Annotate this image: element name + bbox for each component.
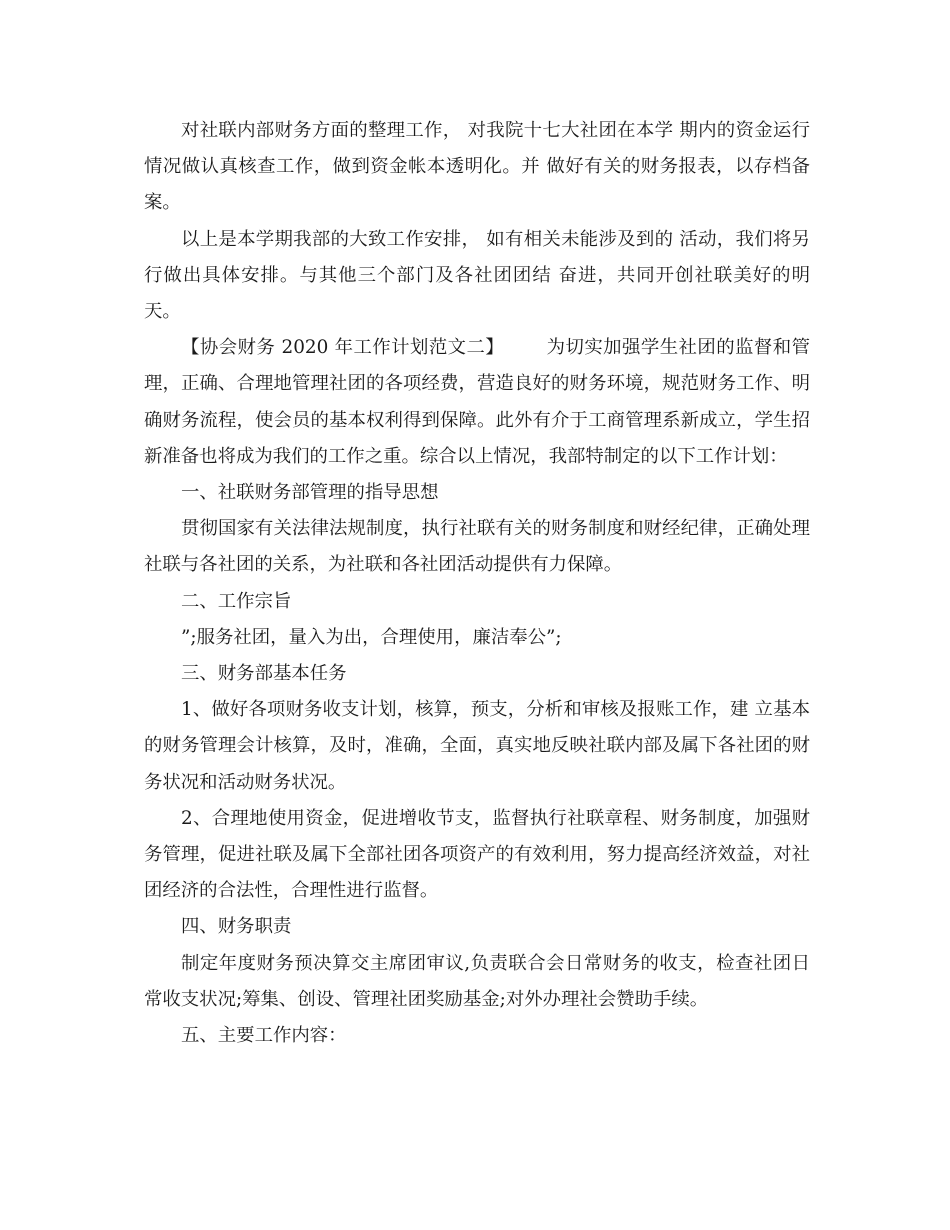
heading-guiding-ideology: 一、社联财务部管理的指导思想 <box>181 482 439 504</box>
document-body <box>144 113 810 1054</box>
section-title: 【协会财务 2020 年工作计划范文二】 <box>181 337 505 359</box>
heading-finance-duties: 四、财务职责 <box>181 916 292 938</box>
heading-main-work: 五、主要工作内容： <box>181 1025 347 1047</box>
paragraph-guiding-ideology: 贯彻国家有关法律法规制度，执行社联有关的财务制度和财经纪律，正确处理社联与各社团的关系，为社联和各社团活动提供有力保障。 <box>144 518 810 576</box>
section-intro-paragraph <box>144 330 810 475</box>
paragraph-finance-review: 对社联内部财务方面的整理工作， 对我院十七大社团在本学 期内的资金运行情况做认真核查工作，做到资金帐本透明化。并 做好有关的财务报表，以存档备案。 <box>144 120 810 214</box>
heading-work-purpose: 二、工作宗旨 <box>181 590 292 612</box>
heading-basic-tasks: 三、财务部基本任务 <box>181 663 347 685</box>
paragraph-finance-duties: 制定年度财务预决算交主席团审议,负责联合会日常财务的收支，检查社团日常收支状况;筹集、创设、管理社团奖励基金;对外办理社会赞助手续。 <box>144 952 810 1010</box>
section-intro-text: 为切实加强学生社团的监督和管理，正确、合理地管理社团的各项经费，营造良好的财务环境，规范财务工作、明确财务流程，使会员的基本权利得到保障。此外有介于工商管理系新成立，学生招新准备也将成为我们的工作之重。综合以上情况，我部特制定的以下工作计划： <box>144 337 810 467</box>
paragraph-basic-task-2: 2、合理地使用资金，促进增收节支，监督执行社联章程、财务制度，加强财务管理，促进社联及属下全部社团各项资产的有效利用，努力提高经济效益，对社团经济的合法性，合理性进行监督。 <box>144 807 810 902</box>
paragraph-work-purpose: ”;服务社团，量入为出，合理使用，廉洁奉公”; <box>181 626 562 648</box>
paragraph-basic-task-1: 1、做好各项财务收支计划，核算，预支，分析和审核及报账工作，建 立基本的财务管理会计核算，及时，准确，全面，真实地反映社联内部及属下各社团的财务状况和活动财务状况。 <box>144 699 810 793</box>
paragraph-semester-summary: 以上是本学期我部的大致工作安排， 如有相关未能涉及到的 活动，我们将另行做出具体安排。与其他三个部门及各社团团结 奋进，共同开创社联美好的明天。 <box>144 228 810 323</box>
